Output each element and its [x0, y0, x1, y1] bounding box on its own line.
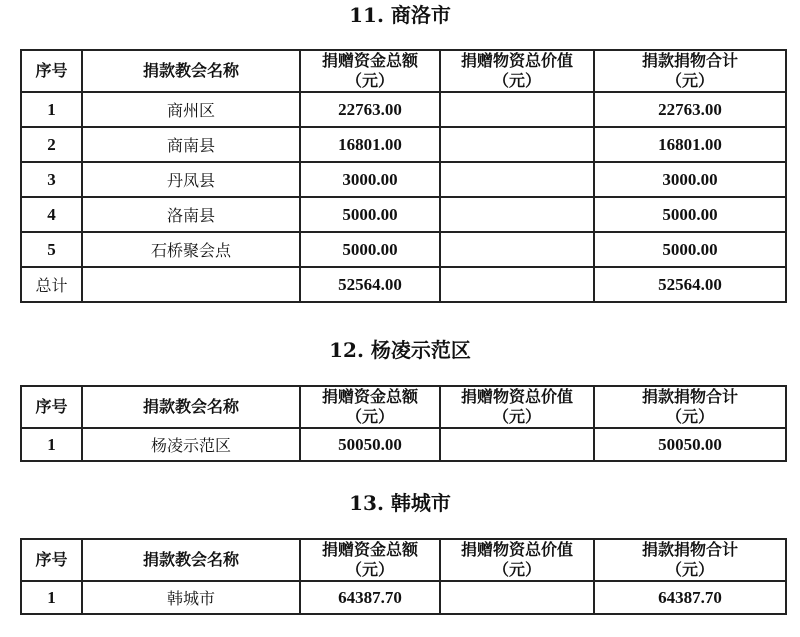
cell-name: 韩城市 — [82, 581, 300, 614]
cell-total: 52564.00 — [594, 267, 786, 302]
donation-table — [20, 385, 787, 462]
column-label: 捐赠资金总额 — [321, 387, 418, 406]
cell-goods — [440, 92, 594, 127]
column-header — [21, 50, 82, 92]
cell-goods — [440, 127, 594, 162]
column-unit: （元） — [345, 71, 394, 90]
cell-name: 杨凌示范区 — [82, 428, 300, 461]
column-header — [21, 539, 82, 581]
section-title: 12. 杨凌示范区 — [329, 338, 471, 362]
cell-goods — [440, 581, 594, 614]
cell-funds: 3000.00 — [300, 162, 440, 197]
cell-total: 16801.00 — [594, 127, 786, 162]
cell-name: 洛南县 — [82, 197, 300, 232]
cell-name: 商南县 — [82, 127, 300, 162]
column-header — [440, 539, 594, 581]
column-label: 捐款捐物合计 — [641, 540, 738, 559]
column-label: 序号 — [35, 61, 68, 80]
column-header — [594, 50, 786, 92]
column-label: 捐款教会名称 — [142, 550, 239, 569]
cell-no: 4 — [21, 197, 82, 232]
donation-table — [20, 538, 787, 615]
column-header — [300, 50, 440, 92]
cell-goods — [440, 267, 594, 302]
cell-total: 22763.00 — [594, 92, 786, 127]
header-row — [21, 539, 786, 581]
column-label: 序号 — [35, 550, 68, 569]
column-header — [82, 50, 300, 92]
cell-funds: 5000.00 — [300, 232, 440, 267]
cell-total: 64387.70 — [594, 581, 786, 614]
cell-no: 总计 — [21, 267, 82, 302]
header-row — [21, 386, 786, 428]
cell-no: 2 — [21, 127, 82, 162]
section-title: 13. 韩城市 — [349, 491, 451, 515]
column-label: 捐赠物资总价值 — [460, 387, 573, 406]
donation-table — [20, 49, 787, 303]
table-row — [21, 92, 786, 127]
column-unit: （元） — [492, 560, 541, 579]
column-label: 捐款教会名称 — [142, 61, 239, 80]
section-title: 11. 商洛市 — [349, 3, 451, 27]
table-row — [21, 232, 786, 267]
column-header — [440, 386, 594, 428]
cell-no: 1 — [21, 581, 82, 614]
header-row — [21, 50, 786, 92]
cell-funds: 64387.70 — [300, 581, 440, 614]
column-unit: （元） — [345, 407, 394, 426]
column-unit: （元） — [665, 407, 714, 426]
column-header — [82, 539, 300, 581]
column-header — [440, 50, 594, 92]
column-label: 捐赠资金总额 — [321, 540, 418, 559]
cell-funds: 22763.00 — [300, 92, 440, 127]
table-row — [21, 267, 786, 302]
column-label: 捐款捐物合计 — [641, 51, 738, 70]
cell-no: 3 — [21, 162, 82, 197]
cell-funds: 50050.00 — [300, 428, 440, 461]
cell-total: 3000.00 — [594, 162, 786, 197]
column-label: 捐赠物资总价值 — [460, 540, 573, 559]
column-header — [82, 386, 300, 428]
table-row — [21, 162, 786, 197]
cell-total: 50050.00 — [594, 428, 786, 461]
cell-funds: 5000.00 — [300, 197, 440, 232]
cell-total: 5000.00 — [594, 232, 786, 267]
column-label: 捐款教会名称 — [142, 397, 239, 416]
column-header — [300, 386, 440, 428]
cell-total: 5000.00 — [594, 197, 786, 232]
column-label: 捐赠资金总额 — [321, 51, 418, 70]
cell-name — [82, 267, 300, 302]
column-unit: （元） — [345, 560, 394, 579]
column-header — [594, 386, 786, 428]
cell-goods — [440, 232, 594, 267]
cell-no: 5 — [21, 232, 82, 267]
table-row — [21, 197, 786, 232]
cell-funds: 52564.00 — [300, 267, 440, 302]
cell-no: 1 — [21, 92, 82, 127]
column-header — [300, 539, 440, 581]
cell-no: 1 — [21, 428, 82, 461]
column-unit: （元） — [665, 560, 714, 579]
column-unit: （元） — [492, 407, 541, 426]
cell-goods — [440, 197, 594, 232]
column-header — [594, 539, 786, 581]
column-header — [21, 386, 82, 428]
table-row — [21, 127, 786, 162]
table-row — [21, 581, 786, 614]
column-unit: （元） — [492, 71, 541, 90]
cell-name: 丹凤县 — [82, 162, 300, 197]
column-label: 捐款捐物合计 — [641, 387, 738, 406]
column-label: 捐赠物资总价值 — [460, 51, 573, 70]
cell-name: 石桥聚会点 — [82, 232, 300, 267]
column-label: 序号 — [35, 397, 68, 416]
cell-funds: 16801.00 — [300, 127, 440, 162]
cell-goods — [440, 428, 594, 461]
table-row — [21, 428, 786, 461]
cell-goods — [440, 162, 594, 197]
column-unit: （元） — [665, 71, 714, 90]
cell-name: 商州区 — [82, 92, 300, 127]
